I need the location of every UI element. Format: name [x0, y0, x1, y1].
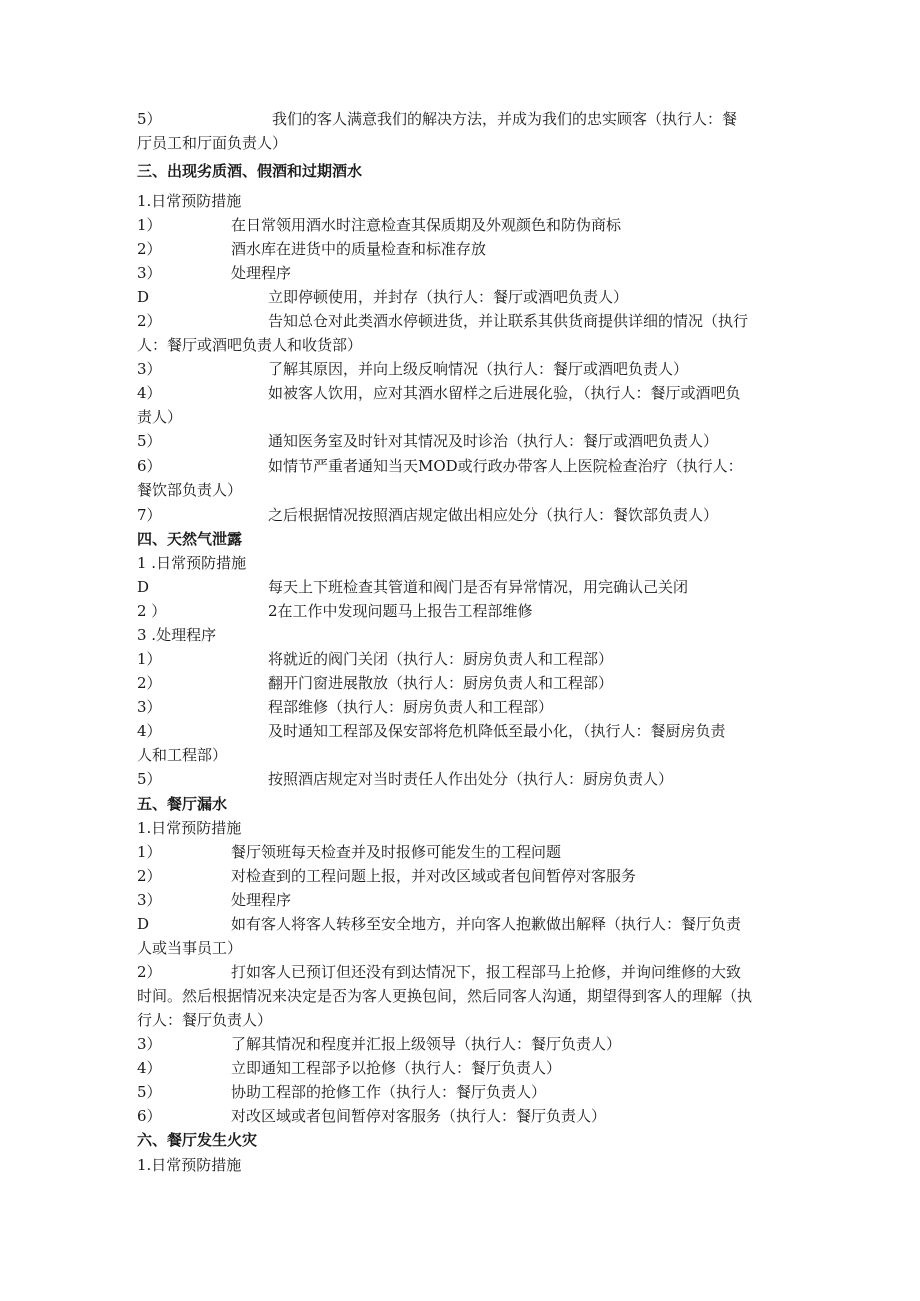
- item-text: 处理程序: [231, 891, 292, 909]
- item-number: 5）: [137, 770, 162, 788]
- item-number: 2 ）: [137, 602, 167, 620]
- text-line: 时间。然后根据情况来决定是否为客人更换包间，然后同客人沟通，期望得到客人的理解（执: [137, 987, 753, 1005]
- item-number: 6）: [137, 1107, 162, 1125]
- item-text: 协助工程部的抢修工作（执行人：餐厅负责人）: [231, 1083, 547, 1101]
- text-line: 责人）: [137, 408, 183, 426]
- item-number: 1）: [137, 843, 162, 861]
- item-text: 如有客人将客人转移至安全地方，并向客人抱歉做出解释（执行人：餐厅负责: [231, 915, 742, 933]
- item-number: 4）: [137, 384, 162, 402]
- section-heading: 四、天然气泄露: [137, 530, 243, 548]
- item-number: 5）: [137, 1083, 162, 1101]
- item-number: 1）: [137, 650, 162, 668]
- section-heading: 三、出现劣质酒、假酒和过期酒水: [137, 162, 363, 180]
- item-number: 3）: [137, 1035, 162, 1053]
- item-text: 了解其原因，并向上级反响情况（执行人：餐厅或酒吧负责人）: [268, 360, 689, 378]
- text-line: 1.日常预防措施: [137, 819, 242, 837]
- item-number: 5）: [137, 110, 162, 128]
- item-text: 对检查到的工程问题上报，并对改区域或者包间暂停对客服务: [231, 867, 637, 885]
- text-line: 3 .处理程序: [137, 626, 217, 644]
- text-line: 1.日常预防措施: [137, 1156, 242, 1174]
- item-text: 按照酒店规定对当时责任人作出处分（执行人：厨房负责人）: [268, 770, 674, 788]
- item-text: 立即通知工程部予以抢修（执行人：餐厅负责人）: [231, 1059, 562, 1077]
- item-number: 2）: [137, 674, 162, 692]
- item-number: D: [137, 288, 150, 306]
- text-line: 餐饮部负责人）: [137, 481, 243, 499]
- item-text: 立即停顿使用，并封存（执行人：餐厅或酒吧负责人）: [268, 288, 629, 306]
- text-line: 行人：餐厅负责人）: [137, 1011, 273, 1029]
- item-number: 2）: [137, 312, 162, 330]
- item-number: D: [137, 578, 150, 596]
- item-text: 如被客人饮用，应对其酒水留样之后进展化验，（执行人：餐厅或酒吧负: [268, 384, 741, 402]
- section-heading: 六、餐厅发生火灾: [137, 1131, 258, 1149]
- item-number: 7）: [137, 506, 162, 524]
- item-number: 2）: [137, 240, 162, 258]
- item-text: 将就近的阀门关闭（执行人：厨房负责人和工程部）: [268, 650, 614, 668]
- item-number: 4）: [137, 1059, 162, 1077]
- item-text: 翻开门窗进展散放（执行人：厨房负责人和工程部）: [268, 674, 614, 692]
- item-number: 6）: [137, 457, 162, 475]
- item-number: 3）: [137, 698, 162, 716]
- item-text: 在日常领用酒水时注意检查其保质期及外观颜色和防伪商标: [231, 216, 622, 234]
- item-text: 2在工作中发现问题马上报告工程部维修: [268, 602, 533, 620]
- text-line: 1.日常预防措施: [137, 192, 242, 210]
- text-line: 人和工程部）: [137, 746, 228, 764]
- item-number: 4）: [137, 722, 162, 740]
- text-line: 厅员工和厅面负责人）: [137, 134, 288, 152]
- item-text: 如情节严重者通知当天MOD或行政办带客人上医院检查治疗（执行人：: [268, 457, 743, 475]
- item-number: 5）: [137, 432, 162, 450]
- item-number: 3）: [137, 360, 162, 378]
- item-text: 之后根据情况按照酒店规定做出相应处分（执行人：餐饮部负责人）: [268, 506, 719, 524]
- item-number: 2）: [137, 867, 162, 885]
- item-text: 对改区域或者包间暂停对客服务（执行人：餐厅负责人）: [231, 1107, 607, 1125]
- item-number: 1）: [137, 216, 162, 234]
- item-text: 及时通知工程部及保安部将危机降低至最小化，（执行人：餐厨房负责: [268, 722, 726, 740]
- item-text: 打如客人已预订但还没有到达情况下，报工程部马上抢修，并询问维修的大致: [231, 963, 742, 981]
- item-number: 3）: [137, 264, 162, 282]
- item-number: 2）: [137, 963, 162, 981]
- item-text: 了解其情况和程度并汇报上级领导（执行人：餐厅负责人）: [231, 1035, 622, 1053]
- text-line: 1 .日常预防措施: [137, 554, 247, 572]
- item-text: 酒水库在进货中的质量检查和标准存放: [231, 240, 487, 258]
- item-text: 每天上下班检查其管道和阀门是否有异常情况，用完确认己关闭: [268, 578, 689, 596]
- item-text: 程部维修（执行人：厨房负责人和工程部）: [268, 698, 554, 716]
- item-text: 我们的客人满意我们的解决方法，并成为我们的忠实顾客（执行人：餐: [272, 110, 738, 128]
- item-number: 3）: [137, 891, 162, 909]
- text-line: 人或当事员工）: [137, 939, 243, 957]
- item-text: 告知总仓对此类酒水停顿进货，并让联系其供货商提供详细的情况（执行: [268, 312, 749, 330]
- section-heading: 五、餐厅漏水: [137, 795, 228, 813]
- text-line: 人：餐厅或酒吧负责人和收货部）: [137, 336, 363, 354]
- item-text: 处理程序: [231, 264, 292, 282]
- item-text: 通知医务室及时针对其情况及时诊治（执行人：餐厅或酒吧负责人）: [268, 432, 719, 450]
- item-text: 餐厅领班每天检查并及时报修可能发生的工程问题: [231, 843, 562, 861]
- item-number: D: [137, 915, 150, 933]
